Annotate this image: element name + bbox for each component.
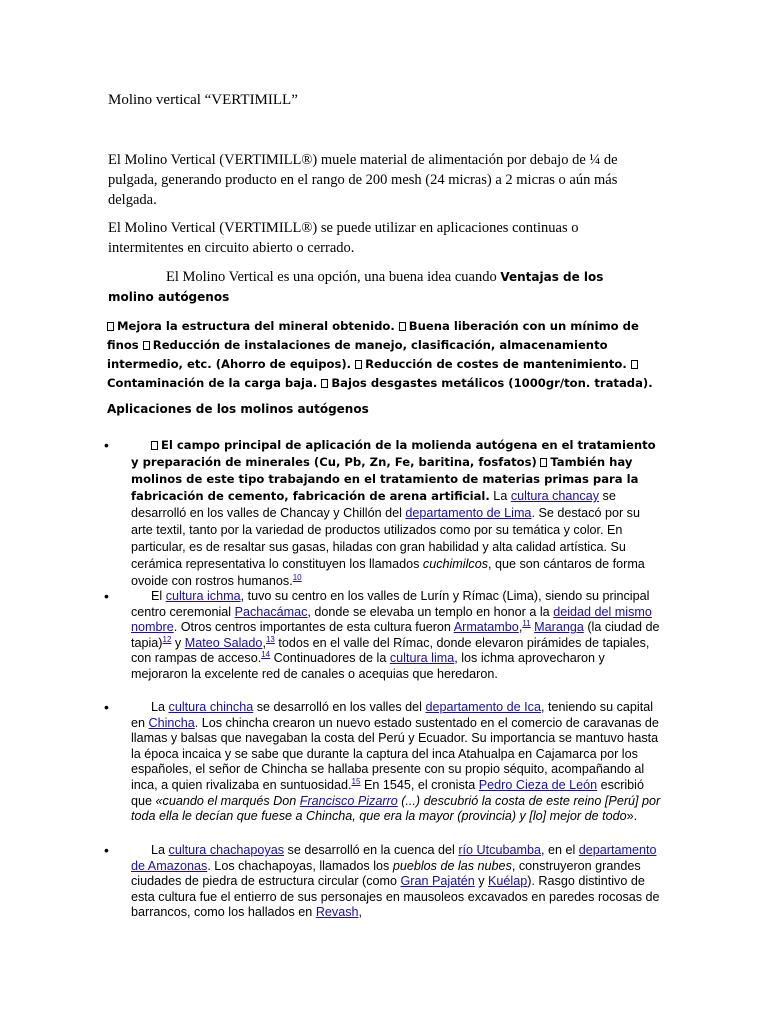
bullet-icon: • (104, 588, 109, 604)
reference-link[interactable]: 10 (292, 572, 302, 582)
text: La (151, 843, 169, 857)
italic-text: «cuando el marqués Don (155, 793, 300, 808)
reference-link[interactable]: 14 (261, 650, 271, 660)
link-cultura-chancay[interactable]: cultura chancay (510, 489, 600, 503)
text: se desarrolló en los valles de Chancay y Chillón del (131, 489, 616, 520)
text: , que son cántaros de forma ovoide con rostros humanos. (131, 557, 645, 588)
link-cultura-lima[interactable]: cultura lima (389, 651, 455, 666)
bullet-icon: • (104, 437, 109, 453)
text: ». (626, 809, 638, 824)
list-item (131, 437, 661, 590)
item1-bold-1: El campo principal de aplicación de la molienda autógena en el tratamiento y preparación de minerales (Cu, Pb, Zn, Fe, baritina, fosfatos) (131, 438, 656, 469)
text: se desarrolló en la cuenca del (284, 843, 459, 857)
text: , teniendo su capital en (131, 700, 654, 730)
advantage-2: Buena liberación con un mínimo de finos (107, 319, 639, 352)
reference-link[interactable]: 15 (351, 776, 361, 786)
italic-text: (...) descubrió la costa de este reino [Perú] por toda ella le decían que fuese a Chincha, que era la mayor (provincia) y [lo] mejor de todo (131, 793, 661, 824)
checkbox-glyph-icon (355, 360, 362, 369)
reference-link[interactable]: 11 (522, 619, 531, 628)
link-cultura-chincha[interactable]: cultura chincha (168, 700, 254, 714)
reference-link[interactable]: 13 (265, 634, 275, 644)
reference-link[interactable]: 12 (162, 634, 172, 644)
text: todos en el valle del Rímac, donde elevaron pirámides de tapiales, con rampas de acceso. (131, 635, 650, 666)
advantages-title: Ventajas de los molino autógenos (108, 270, 604, 304)
checkbox-glyph-icon (321, 379, 328, 388)
text: se desarrolló en los valles del (253, 700, 426, 714)
text: En 1545, el cronista (360, 777, 479, 792)
link-deidad[interactable]: deidad del mismo nombre (131, 604, 652, 635)
list-item: El cultura ichma, tuvo su centro en los valles de Lurín y Rímac (Lima), siendo su principal centro ceremonial Pachacámac, donde se elevaba un templo en honor a la deidad del mismo nombre. Otros centros importantes de esta cultura fueron Armatambo,$^{11}$ Maranga (la ciudad de tapia)$^{12}$ y Mateo Salado,$^{13}$ todos en el valle del Rímac, donde elevaron pirámides de tapiales, con rampas de acceso.$^{14}$ Continuadores de la cultura lima, los ichma aprovecharon y mejoraron la excelente red de canales o acequias que heredaron. (131, 589, 660, 681)
link-mateo-salado[interactable]: Mateo Salado (184, 635, 263, 650)
paragraph-option (108, 267, 653, 307)
text: ). Rasgo distintivo de esta cultura fue el entierro de sus personajes en mausoleos excavados en paredes rocosas de barrancos, como los hallados en (131, 874, 660, 920)
link-pachacamac[interactable]: Pachacámac (234, 604, 308, 619)
checkbox-glyph-icon (151, 441, 158, 450)
link-rio-utcubamba[interactable]: río Utcubamba (458, 843, 541, 857)
checkbox-glyph-icon (631, 360, 638, 369)
italic-text: pueblos de las nubes (392, 858, 512, 873)
link-cultura-ichma[interactable]: cultura ichma (165, 589, 241, 603)
link-kuelap[interactable]: Kuélap (488, 874, 528, 889)
option-text: El Molino Vertical es una opción, una buena idea cuando (166, 269, 497, 285)
link-revash[interactable]: Revash (315, 905, 359, 920)
advantage-1: Mejora la estructura del mineral obtenido. (117, 319, 395, 333)
text: , (358, 905, 363, 920)
text: y (474, 874, 489, 889)
text: . Los chincha crearon un nuevo estado sustentado en el comercio de caravanas de llamas y balsas que navegaban la costa del Perú y Ecuador. Su importancia se mantuvo hasta la época incaica y se sabe que durante la captura del inca Atahualpa en Cajamarca por los españoles, el señor de Chincha se hallaba presente con su propio séquito, acompañando al inca, a quien rivalizaba en suntuosidad. (131, 715, 659, 792)
link-cultura-chachapoyas[interactable]: cultura chachapoyas (168, 843, 285, 857)
text: , tuvo su centro en los valles de Lurín y Rímac (Lima), siendo su principal centro ceremonial (131, 589, 650, 619)
link-armatambo[interactable]: Armatambo (453, 620, 519, 635)
bullet-icon: • (104, 699, 109, 715)
text: La (151, 700, 169, 714)
list-item (131, 700, 661, 825)
link-departamento-lima[interactable]: departamento de Lima (405, 506, 532, 520)
text: , en el (540, 843, 579, 857)
link-maranga[interactable]: Maranga (534, 620, 584, 635)
text: y (171, 635, 185, 650)
link-cieza-de-leon[interactable]: Pedro Cieza de León (478, 777, 598, 792)
checkbox-glyph-icon (540, 458, 547, 467)
text: . Se destacó por su arte textil, tanto por la variedad de productos utilizados como por su temática y color. En particular, es de resaltar sus gasas, hiladas con gran habilidad y alta calidad artística. Su cerámica representativa lo constituyen los llamados (131, 506, 640, 571)
advantages-block (107, 317, 655, 393)
text: , donde se elevaba un templo en honor a la (307, 604, 554, 619)
link-francisco-pizarro[interactable]: Francisco Pizarro (299, 793, 398, 808)
text: , construyeron grandes ciudades de piedra de estructura circular (como (131, 858, 641, 889)
text: , los ichma aprovecharon y mejoraron la excelente red de canales o acequias que heredaron. (131, 651, 605, 681)
text: El (151, 589, 166, 603)
italic-text: cuchimilcos (422, 557, 488, 571)
advantage-4: Reducción de costes de mantenimiento. (365, 357, 627, 371)
paragraph-intro: El Molino Vertical (VERTIMILL®) muele material de alimentación por debajo de ¼ de pulgada, generando producto en el rango de 200 mesh (24 micras) a 2 micras o aún más delgada. (108, 152, 618, 208)
link-departamento-amazonas[interactable]: departamento de Amazonas (131, 843, 657, 873)
checkbox-glyph-icon (399, 322, 406, 331)
advantage-5: Contaminación de la carga baja. (107, 376, 318, 390)
paragraph-applications: El Molino Vertical (VERTIMILL®) se puede utilizar en aplicaciones continuas o intermitentes en circuito abierto o cerrado. (108, 220, 579, 256)
item1-bold-2: También hay molinos de este tipo trabajando en el tratamiento de materias primas para la fabricación de cemento, fabricación de arena artificial. (131, 455, 639, 503)
link-departamento-ica[interactable]: departamento de Ica (425, 700, 541, 714)
link-chincha[interactable]: Chincha (148, 715, 195, 730)
text: La (489, 489, 511, 503)
text: Continuadores de la (270, 651, 390, 666)
text: . Los chachapoyas, llamados los (207, 858, 393, 873)
bullet-icon: • (104, 842, 109, 858)
list-item (131, 843, 661, 921)
document-title: Molino vertical “VERTIMILL” (108, 92, 298, 108)
advantage-3: Reducción de instalaciones de manejo, clasificación, almacenamiento intermedio, etc. (Ahorro de equipos). (107, 338, 608, 371)
link-gran-pajaten[interactable]: Gran Pajatén (400, 874, 475, 889)
checkbox-glyph-icon (143, 341, 150, 350)
text: escribió que (131, 777, 644, 808)
advantage-6: Bajos desgastes metálicos (1000gr/ton. tratada). (331, 376, 653, 390)
text: . Otros centros importantes de esta cultura fueron (173, 620, 454, 635)
checkbox-glyph-icon (107, 322, 114, 331)
text: (la ciudad de tapia) (131, 620, 660, 650)
applications-heading: Aplicaciones de los molinos autógenos (107, 402, 369, 416)
